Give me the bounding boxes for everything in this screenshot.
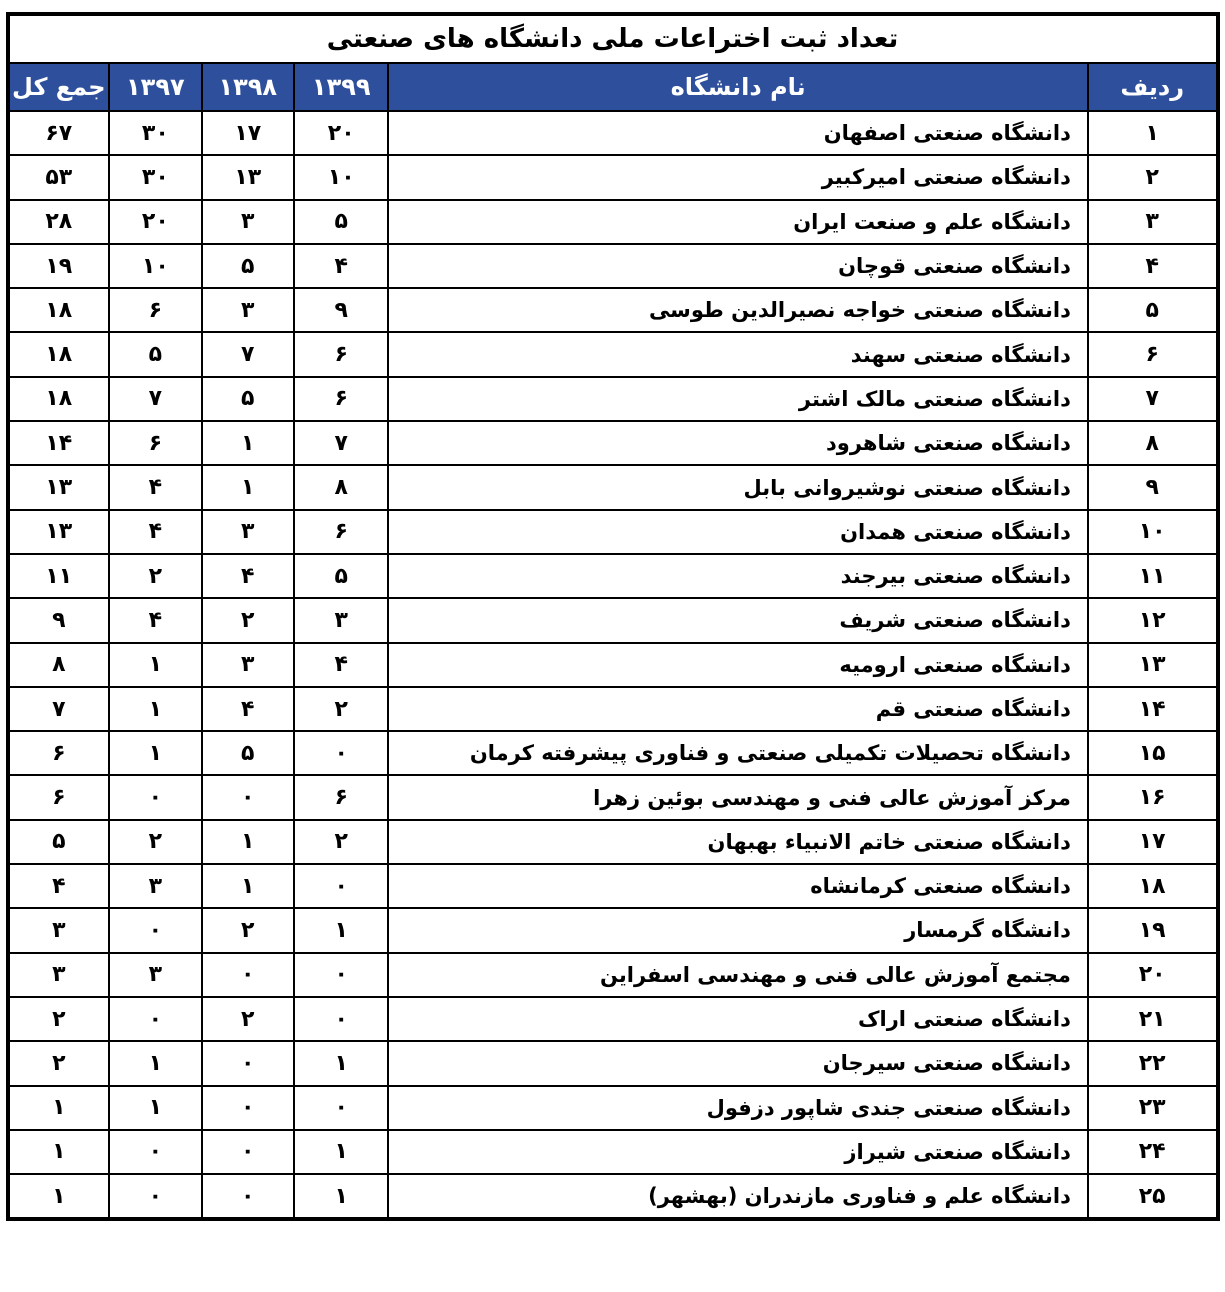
cell-year-1399: ۲ — [294, 820, 388, 864]
cell-university-name: دانشگاه صنعتی خواجه نصیرالدین طوسی — [388, 288, 1087, 332]
cell-year-1397: ۲ — [109, 554, 201, 598]
cell-total: ۳ — [8, 908, 110, 952]
cell-year-1397: ۰ — [109, 775, 201, 819]
cell-total: ۱ — [8, 1174, 110, 1219]
cell-year-1399: ۳ — [294, 598, 388, 642]
cell-year-1397: ۰ — [109, 997, 201, 1041]
cell-total: ۱ — [8, 1086, 110, 1130]
cell-year-1398: ۵ — [202, 731, 294, 775]
cell-year-1397: ۱۰ — [109, 244, 201, 288]
cell-year-1397: ۰ — [109, 908, 201, 952]
cell-radif: ۲۴ — [1088, 1130, 1218, 1174]
cell-total: ۵ — [8, 820, 110, 864]
table-row — [8, 332, 1218, 376]
cell-radif: ۱۱ — [1088, 554, 1218, 598]
table-row — [8, 111, 1218, 155]
cell-radif: ۱۶ — [1088, 775, 1218, 819]
cell-radif: ۲۰ — [1088, 953, 1218, 997]
cell-year-1399: ۱ — [294, 1174, 388, 1219]
cell-year-1399: ۶ — [294, 377, 388, 421]
cell-radif: ۲۲ — [1088, 1041, 1218, 1085]
cell-university-name: دانشگاه صنعتی شیراز — [388, 1130, 1087, 1174]
cell-year-1397: ۱ — [109, 687, 201, 731]
cell-year-1399: ۸ — [294, 465, 388, 509]
cell-year-1398: ۱ — [202, 465, 294, 509]
cell-year-1399: ۶ — [294, 332, 388, 376]
cell-university-name: دانشگاه علم و فناوری مازندران (بهشهر) — [388, 1174, 1087, 1219]
cell-radif: ۱۳ — [1088, 643, 1218, 687]
cell-year-1398: ۰ — [202, 1041, 294, 1085]
table-title: تعداد ثبت اختراعات ملی دانشگاه های صنعتی — [8, 14, 1218, 63]
cell-year-1399: ۵ — [294, 200, 388, 244]
cell-total: ۶ — [8, 731, 110, 775]
cell-year-1397: ۳۰ — [109, 155, 201, 199]
cell-year-1398: ۰ — [202, 1174, 294, 1219]
cell-radif: ۲۳ — [1088, 1086, 1218, 1130]
table-row — [8, 155, 1218, 199]
cell-radif: ۱۰ — [1088, 510, 1218, 554]
cell-total: ۱۳ — [8, 510, 110, 554]
cell-radif: ۸ — [1088, 421, 1218, 465]
cell-total: ۱۸ — [8, 332, 110, 376]
cell-radif: ۲۱ — [1088, 997, 1218, 1041]
table-row — [8, 1174, 1218, 1219]
cell-year-1398: ۲ — [202, 908, 294, 952]
cell-year-1398: ۷ — [202, 332, 294, 376]
cell-year-1397: ۱ — [109, 1086, 201, 1130]
table-row — [8, 687, 1218, 731]
cell-university-name: دانشگاه صنعتی شاهرود — [388, 421, 1087, 465]
table-row — [8, 864, 1218, 908]
cell-total: ۹ — [8, 598, 110, 642]
cell-year-1398: ۰ — [202, 1086, 294, 1130]
cell-year-1397: ۱ — [109, 643, 201, 687]
cell-year-1399: ۱ — [294, 1041, 388, 1085]
cell-total: ۲ — [8, 997, 110, 1041]
table-row — [8, 643, 1218, 687]
cell-radif: ۳ — [1088, 200, 1218, 244]
table-row — [8, 421, 1218, 465]
cell-year-1397: ۲۰ — [109, 200, 201, 244]
column-header-1398: ۱۳۹۸ — [202, 63, 294, 111]
cell-total: ۳ — [8, 953, 110, 997]
cell-year-1399: ۰ — [294, 864, 388, 908]
cell-year-1397: ۰ — [109, 1174, 201, 1219]
title-row — [8, 14, 1218, 63]
table-row — [8, 510, 1218, 554]
cell-total: ۱۱ — [8, 554, 110, 598]
cell-year-1399: ۰ — [294, 1086, 388, 1130]
cell-total: ۶ — [8, 775, 110, 819]
table-row — [8, 288, 1218, 332]
cell-total: ۲ — [8, 1041, 110, 1085]
column-header-radif: ردیف — [1088, 63, 1218, 111]
table-row — [8, 953, 1218, 997]
cell-university-name: دانشگاه صنعتی خاتم الانبیاء بهبهان — [388, 820, 1087, 864]
cell-radif: ۷ — [1088, 377, 1218, 421]
cell-university-name: دانشگاه صنعتی بیرجند — [388, 554, 1087, 598]
column-header-1397: ۱۳۹۷ — [109, 63, 201, 111]
cell-year-1398: ۲ — [202, 598, 294, 642]
cell-university-name: دانشگاه علم و صنعت ایران — [388, 200, 1087, 244]
cell-total: ۱۸ — [8, 377, 110, 421]
cell-year-1397: ۱ — [109, 1041, 201, 1085]
table-row — [8, 377, 1218, 421]
table-row — [8, 731, 1218, 775]
table-row — [8, 908, 1218, 952]
cell-radif: ۱۷ — [1088, 820, 1218, 864]
cell-year-1397: ۳ — [109, 953, 201, 997]
cell-radif: ۵ — [1088, 288, 1218, 332]
cell-radif: ۶ — [1088, 332, 1218, 376]
cell-radif: ۱۹ — [1088, 908, 1218, 952]
cell-year-1398: ۴ — [202, 554, 294, 598]
table-row — [8, 820, 1218, 864]
cell-university-name: دانشگاه صنعتی جندی شاپور دزفول — [388, 1086, 1087, 1130]
table-row — [8, 598, 1218, 642]
cell-year-1399: ۲ — [294, 687, 388, 731]
table-body — [8, 111, 1218, 1219]
cell-total: ۱۹ — [8, 244, 110, 288]
cell-year-1399: ۱ — [294, 1130, 388, 1174]
cell-university-name: دانشگاه صنعتی اصفهان — [388, 111, 1087, 155]
cell-year-1398: ۳ — [202, 510, 294, 554]
cell-year-1397: ۳ — [109, 864, 201, 908]
cell-year-1397: ۴ — [109, 465, 201, 509]
cell-year-1399: ۰ — [294, 953, 388, 997]
column-header-total: جمع کل — [8, 63, 110, 111]
cell-radif: ۱۸ — [1088, 864, 1218, 908]
table-row — [8, 1130, 1218, 1174]
cell-university-name: دانشگاه صنعتی شریف — [388, 598, 1087, 642]
column-header-1399: ۱۳۹۹ — [294, 63, 388, 111]
page — [0, 12, 1225, 1292]
cell-year-1398: ۰ — [202, 953, 294, 997]
cell-radif: ۱۴ — [1088, 687, 1218, 731]
cell-university-name: دانشگاه صنعتی ارومیه — [388, 643, 1087, 687]
cell-total: ۸ — [8, 643, 110, 687]
column-header-name: نام دانشگاه — [388, 63, 1087, 111]
cell-year-1397: ۷ — [109, 377, 201, 421]
cell-total: ۱۸ — [8, 288, 110, 332]
cell-total: ۱ — [8, 1130, 110, 1174]
cell-radif: ۲۵ — [1088, 1174, 1218, 1219]
table-row — [8, 1041, 1218, 1085]
cell-radif: ۱۵ — [1088, 731, 1218, 775]
cell-radif: ۴ — [1088, 244, 1218, 288]
cell-year-1398: ۵ — [202, 377, 294, 421]
cell-radif: ۹ — [1088, 465, 1218, 509]
cell-year-1398: ۳ — [202, 643, 294, 687]
cell-year-1397: ۳۰ — [109, 111, 201, 155]
header-row — [8, 63, 1218, 111]
table-row — [8, 554, 1218, 598]
cell-total: ۱۴ — [8, 421, 110, 465]
cell-year-1399: ۶ — [294, 775, 388, 819]
cell-university-name: دانشگاه صنعتی اراک — [388, 997, 1087, 1041]
cell-university-name: دانشگاه صنعتی مالک اشتر — [388, 377, 1087, 421]
cell-university-name: دانشگاه صنعتی قوچان — [388, 244, 1087, 288]
cell-total: ۶۷ — [8, 111, 110, 155]
cell-year-1399: ۵ — [294, 554, 388, 598]
cell-university-name: دانشگاه صنعتی قم — [388, 687, 1087, 731]
cell-year-1398: ۱۳ — [202, 155, 294, 199]
table-row — [8, 200, 1218, 244]
table-row — [8, 1086, 1218, 1130]
cell-university-name: دانشگاه صنعتی سیرجان — [388, 1041, 1087, 1085]
cell-year-1397: ۲ — [109, 820, 201, 864]
cell-year-1399: ۰ — [294, 731, 388, 775]
table-row — [8, 465, 1218, 509]
cell-university-name: دانشگاه تحصیلات تکمیلی صنعتی و فناوری پیشرفته کرمان — [388, 731, 1087, 775]
table-row — [8, 775, 1218, 819]
cell-year-1398: ۰ — [202, 1130, 294, 1174]
cell-university-name: دانشگاه صنعتی کرمانشاه — [388, 864, 1087, 908]
cell-university-name: دانشگاه گرمسار — [388, 908, 1087, 952]
cell-year-1398: ۲ — [202, 997, 294, 1041]
cell-year-1398: ۱ — [202, 421, 294, 465]
cell-total: ۱۳ — [8, 465, 110, 509]
cell-year-1397: ۰ — [109, 1130, 201, 1174]
cell-radif: ۲ — [1088, 155, 1218, 199]
cell-university-name: دانشگاه صنعتی همدان — [388, 510, 1087, 554]
cell-total: ۲۸ — [8, 200, 110, 244]
cell-year-1398: ۱ — [202, 864, 294, 908]
cell-year-1399: ۰ — [294, 997, 388, 1041]
cell-year-1398: ۱۷ — [202, 111, 294, 155]
cell-year-1399: ۶ — [294, 510, 388, 554]
cell-university-name: مرکز آموزش عالی فنی و مهندسی بوئین زهرا — [388, 775, 1087, 819]
cell-year-1398: ۱ — [202, 820, 294, 864]
cell-year-1397: ۶ — [109, 421, 201, 465]
cell-year-1399: ۷ — [294, 421, 388, 465]
cell-university-name: دانشگاه صنعتی نوشیروانی بابل — [388, 465, 1087, 509]
cell-year-1398: ۳ — [202, 200, 294, 244]
cell-university-name: مجتمع آموزش عالی فنی و مهندسی اسفراین — [388, 953, 1087, 997]
patents-table — [6, 12, 1220, 1221]
cell-year-1399: ۴ — [294, 643, 388, 687]
table-row — [8, 997, 1218, 1041]
cell-year-1398: ۵ — [202, 244, 294, 288]
cell-total: ۴ — [8, 864, 110, 908]
cell-year-1398: ۰ — [202, 775, 294, 819]
cell-university-name: دانشگاه صنعتی سهند — [388, 332, 1087, 376]
cell-year-1399: ۴ — [294, 244, 388, 288]
cell-year-1397: ۵ — [109, 332, 201, 376]
cell-year-1399: ۹ — [294, 288, 388, 332]
cell-year-1397: ۴ — [109, 598, 201, 642]
cell-year-1399: ۲۰ — [294, 111, 388, 155]
cell-year-1397: ۴ — [109, 510, 201, 554]
table-row — [8, 244, 1218, 288]
cell-total: ۵۳ — [8, 155, 110, 199]
cell-year-1399: ۱۰ — [294, 155, 388, 199]
cell-year-1397: ۶ — [109, 288, 201, 332]
cell-year-1399: ۱ — [294, 908, 388, 952]
cell-total: ۷ — [8, 687, 110, 731]
cell-university-name: دانشگاه صنعتی امیرکبیر — [388, 155, 1087, 199]
cell-radif: ۱ — [1088, 111, 1218, 155]
cell-year-1398: ۳ — [202, 288, 294, 332]
cell-year-1397: ۱ — [109, 731, 201, 775]
cell-year-1398: ۴ — [202, 687, 294, 731]
cell-radif: ۱۲ — [1088, 598, 1218, 642]
